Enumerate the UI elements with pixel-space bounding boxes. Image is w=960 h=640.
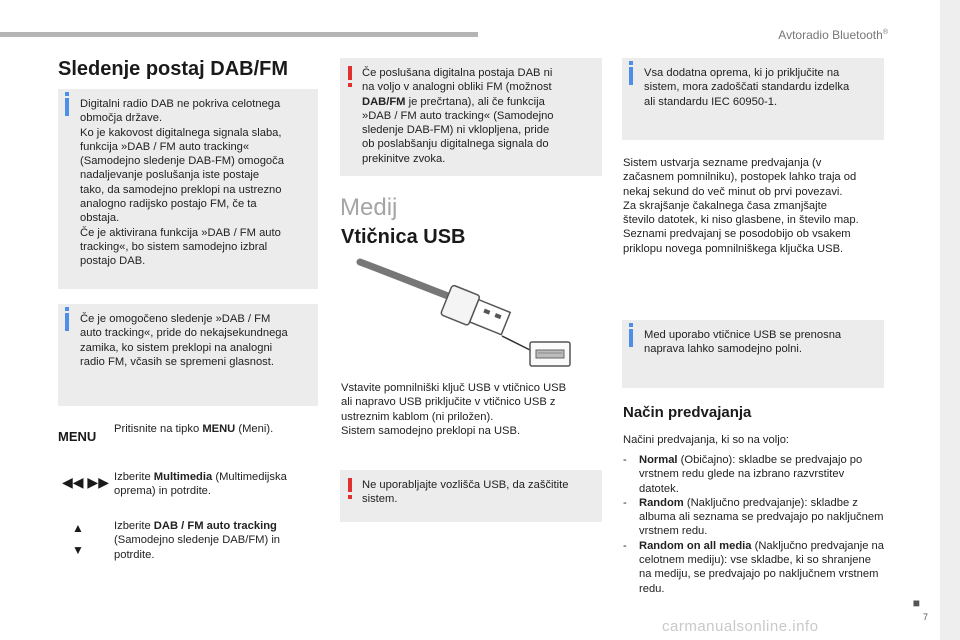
header-rule xyxy=(0,32,478,37)
page-marker: ■ xyxy=(912,596,920,610)
step-press-menu: Pritisnite na tipko MENU (Meni). xyxy=(114,423,274,435)
info-box-charging xyxy=(622,320,884,388)
info-text: Med uporabo vtičnice USB se prenosna naprava lahko samodejno polni. xyxy=(644,329,842,356)
info-box-standard xyxy=(622,58,884,140)
section-title: Sledenje postaj DAB/FM xyxy=(58,58,289,80)
warning-icon xyxy=(348,66,352,80)
page-number: 7 xyxy=(922,612,928,622)
warning-icon xyxy=(348,478,352,492)
arrow-down-icon: ▼ xyxy=(72,543,84,557)
warning-text: Ne uporabljajte vozlišča USB, da zaščitite sistem. xyxy=(362,479,569,506)
warning-text: Če poslušana digitalna postaja DAB ni na voljo v analogni obliki FM (možnost DAB/FM je prečrtana), ali če funkcija »DAB / FM auto tracking« (Samodejno sledenje DAB-FM) ni vklopljena, pride ob poslabšanju digitalnega signala do prekinitve zvoka. xyxy=(362,67,554,165)
info-icon xyxy=(629,67,633,85)
skip-arrows-icon: ◀◀ ▶▶ xyxy=(62,474,109,490)
list-item: - Random (Naključno predvajanje): skladbe z albuma ali seznama se predvajajo po naključnem vrstnem redu. xyxy=(623,496,884,538)
menu-key-icon: MENU xyxy=(58,429,97,444)
list-item: - Random on all media (Naključno predvajanje na celotnem mediju): vse skladbe, ki so shranjene na mediju, se predvajajo po naključnem vrstnem redu. xyxy=(623,539,884,595)
play-mode-heading: Način predvajanja xyxy=(623,404,752,421)
info-box-tracking xyxy=(58,304,318,406)
arrow-up-icon: ▲ xyxy=(72,521,84,535)
step-select-dab-fm: Izberite DAB / FM auto tracking (Samodejno sledenje DAB/FM) in potrdite. xyxy=(114,520,281,561)
info-icon xyxy=(629,329,633,347)
info-icon xyxy=(65,313,69,331)
info-text: Vsa dodatna oprema, ki jo priključite na sistem, mora zadoščati standardu izdelka ali standardu IEC 60950-1. xyxy=(644,67,850,108)
media-heading: Medij xyxy=(340,194,398,221)
warning-box-dab xyxy=(340,58,602,176)
warning-box-hub xyxy=(340,470,602,522)
step-select-multimedia: Izberite Multimedia (Multimedijska oprema) in potrdite. xyxy=(114,471,287,498)
info-icon xyxy=(65,98,69,116)
play-mode-list xyxy=(623,453,885,596)
info-text: Digitalni radio DAB ne pokriva celotnega območja države. Ko je kakovost digitalnega signala slaba, funkcija »DAB / FM auto tracking« (Samodejno sledenje DAB-FM) omogoča nadaljevanje poslušanja iste postaje tako, da samodejno preklopi na ustrezno analogno radijsko postajo FM, če ta obstaja. Če je aktivirana funkcija »DAB / FM auto tracking«, bo sistem samodejno izbral postajo DAB. xyxy=(80,98,284,268)
usb-heading: Vtičnica USB xyxy=(341,226,466,248)
play-mode-intro: Načini predvajanja, ki so na voljo: xyxy=(623,434,790,446)
usb-instructions: Vstavite pomnilniški ključ USB v vtičnico USB ali napravo USB priključite v vtičnico USB z ustreznim kablom (ni priložen). Sistem samodejno preklopi na USB. xyxy=(341,382,567,437)
watermark: carmanualsonline.info xyxy=(662,618,819,635)
chapter-title: Avtoradio Bluetooth® xyxy=(778,28,888,42)
usb-plug-illustration xyxy=(352,256,578,372)
list-item: - Normal (Običajno): skladbe se predvajajo po vrstnem redu glede na izbrano razvrstitev datotek. xyxy=(623,454,863,495)
info-box-dab xyxy=(58,89,318,289)
playlist-text: Sistem ustvarja sezname predvajanja (v začasnem pomnilniku), postopek lahko traja od nekaj sekund do več minut ob prvi povezavi. Za skrajšanje čakalnega časa zmanjšajte število datotek, ki niso glasbene, in število map. Seznami predvajanj se posodobijo ob vsakem priklopu novega pomnilniškega ključka USB. xyxy=(623,157,859,255)
info-text: Če je omogočeno sledenje »DAB / FM auto tracking«, pride do nekajsekundnega zamika, ko sistem preklopi na analogni radio FM, včasih se spremeni glasnost. xyxy=(80,313,288,368)
side-strip xyxy=(940,0,960,640)
